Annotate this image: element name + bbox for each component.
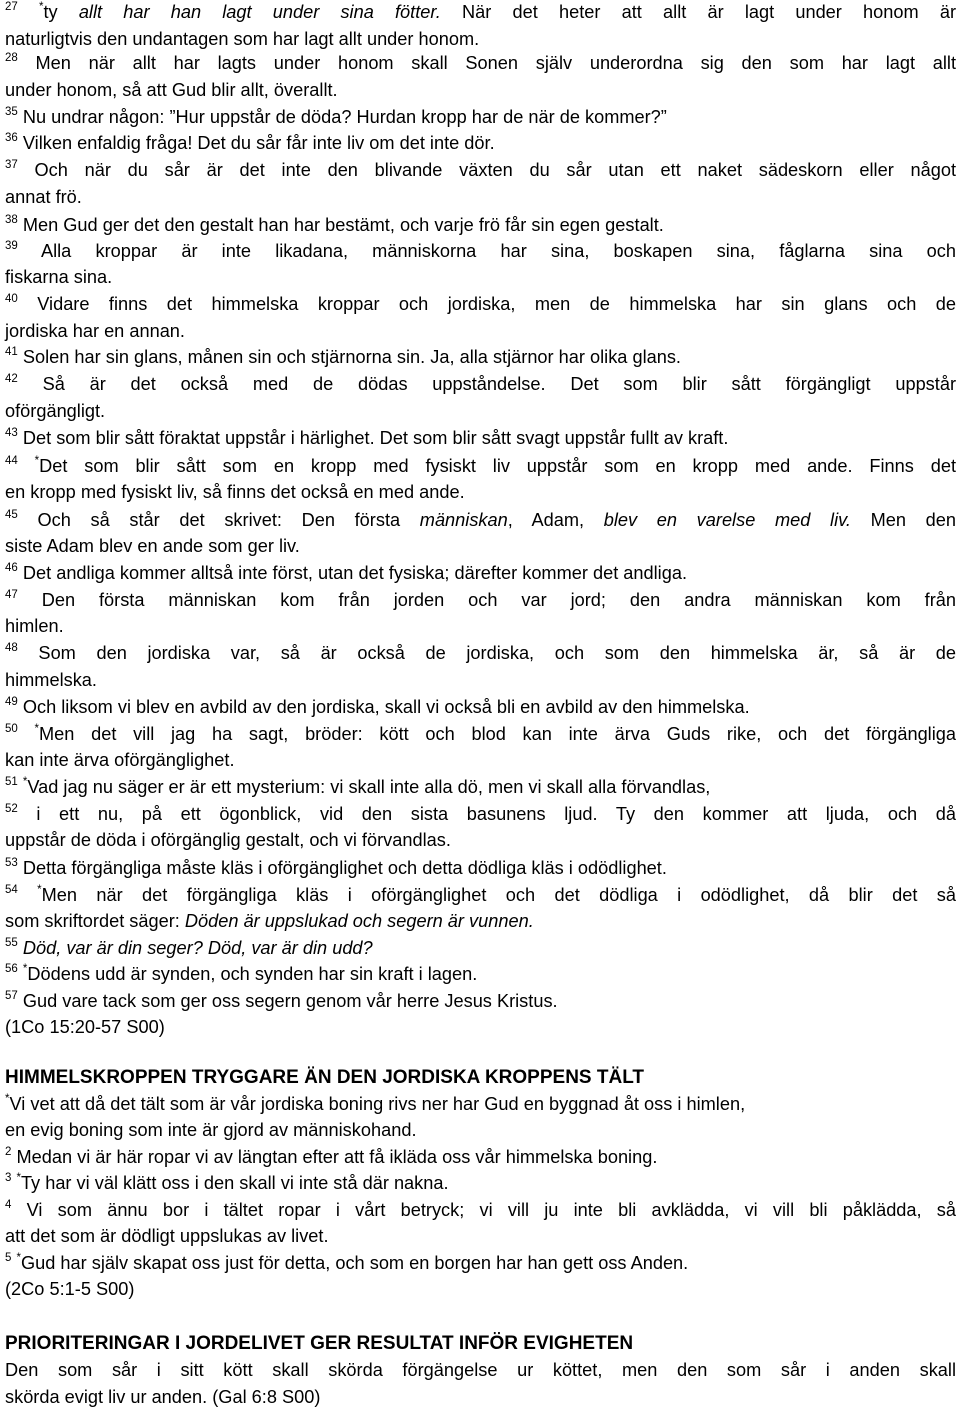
text-line: [5, 749, 956, 771]
text-run: siste Adam blev en ande som ger liv.: [5, 536, 300, 556]
text-line: [5, 186, 956, 208]
verse-number: 53: [5, 856, 18, 869]
text-line: [5, 52, 956, 74]
verse-number: 4: [5, 1198, 12, 1211]
verse-number: 50: [5, 722, 18, 735]
verse-number: 48: [5, 641, 18, 654]
text-line: [5, 884, 956, 906]
text-run: en kropp med fysiskt liv, så finns det också en med ande.: [5, 482, 465, 502]
text-run: Det som blir sått föraktat uppstår i härlighet. Det som blir sått svagt uppstår fullt av kraft.: [17, 428, 729, 448]
text-run: , Adam,: [507, 510, 604, 530]
verse-number: 55: [5, 936, 18, 949]
verse-number: 57: [5, 989, 18, 1002]
text-run: HIMMELSKROPPEN TRYGGARE ÄN DEN JORDISKA KROPPENS TÄLT: [5, 1067, 645, 1088]
text-line: [5, 1199, 956, 1221]
verse-number: *: [5, 1092, 10, 1105]
text-run: Och när du sår är det inte den blivande växten du sår utan ett naket sädeskorn eller något: [17, 160, 956, 180]
text-line: [5, 963, 956, 985]
text-run: Det andliga kommer alltså inte först, utan det fysiska; därefter kommer det andliga.: [17, 563, 688, 583]
italic-text: Döden är uppslukad och segern är vunnen.: [184, 911, 534, 931]
text-line: [5, 990, 956, 1012]
text-run: att det som är dödligt uppslukas av livet.: [5, 1226, 329, 1246]
text-line: [5, 240, 956, 262]
text-run: Så är det också med de dödas uppståndelse. Det som blir sått förgängligt uppstår: [17, 374, 956, 394]
verse-number: *: [22, 962, 28, 975]
text-line: [5, 1, 956, 23]
text-run: Detta förgängliga måste kläs i oförgänglighet och detta dödliga kläs i odödlighet.: [17, 858, 667, 878]
verse-number: *: [34, 454, 40, 467]
text-run: Men när det förgängliga kläs i oförgänglighet och det dödliga i odödlighet, då blir det så: [41, 885, 956, 905]
text-run: Vilken enfaldig fråga! Det du sår får inte liv om det inte dör.: [17, 133, 495, 153]
text-run: Dödens udd är synden, och synden har sin kraft i lagen.: [27, 964, 478, 984]
text-line: [5, 1386, 956, 1408]
text-line: [5, 910, 956, 932]
text-line: [5, 509, 956, 531]
text-line: [5, 1016, 956, 1038]
verse-number: 3: [5, 1171, 12, 1184]
text-run: (1Co 15:20-57 S00): [5, 1017, 165, 1037]
text-line: [5, 427, 956, 449]
text-line: [5, 455, 956, 477]
text-run: under honom, så att Gud blir allt, överallt.: [5, 80, 338, 100]
text-line: [5, 481, 956, 503]
verse-number: 47: [5, 588, 18, 601]
text-line: [5, 589, 956, 611]
text-run: Men det vill jag ha sagt, bröder: kött och blod kan inte ärva Guds rike, och det förgängliga: [39, 724, 956, 744]
text-run: skörda evigt liv ur anden. (Gal 6:8 S00): [5, 1387, 321, 1407]
text-run: ty: [43, 2, 79, 22]
text-run: Som den jordiska var, så är också de jordiska, och som den himmelska är, så är de: [17, 643, 956, 663]
verse-number: 44: [5, 454, 18, 467]
verse-number: *: [16, 1251, 21, 1264]
text-line: [5, 1146, 956, 1168]
text-run: i ett nu, på ett ögonblick, vid den sista basunens ljud. Ty den kommer att ljuda, och då: [17, 804, 956, 824]
text-line: [5, 1225, 956, 1247]
text-line: [5, 79, 956, 101]
text-run: Och så står det skrivet: Den första: [17, 510, 420, 530]
text-line: [5, 562, 956, 584]
text-line: [5, 776, 956, 798]
text-run: (2Co 5:1-5 S00): [5, 1279, 135, 1299]
text-line: [5, 535, 956, 557]
text-run: himlen.: [5, 616, 64, 636]
italic-text: blev en varelse med liv.: [603, 510, 851, 530]
text-line: [5, 346, 956, 368]
section-heading: [5, 1333, 956, 1355]
text-run: Medan vi är här ropar vi av längtan efter att få ikläda oss vår himmelska boning.: [11, 1147, 658, 1167]
text-run: Gud vare tack som ger oss segern genom vår herre Jesus Kristus.: [17, 991, 558, 1011]
verse-number: 28: [5, 51, 18, 64]
verse-number: 42: [5, 372, 18, 385]
italic-text: allt har han lagt under sina fötter.: [78, 2, 441, 22]
text-run: Vi som ännu bor i tältet ropar i vårt betryck; vi vill ju inte bli avklädda, vi vill bli påklädda, så: [11, 1200, 956, 1220]
text-run: Men Gud ger det den gestalt han har bestämt, och varje frö får sin egen gestalt.: [17, 215, 664, 235]
text-line: [5, 320, 956, 342]
verse-number: 45: [5, 508, 18, 521]
text-line: [5, 266, 956, 288]
text-run: Vad jag nu säger er är ett mysterium: vi skall inte alla dö, men vi skall alla förvandlas,: [27, 777, 711, 797]
text-run: kan inte ärva oförgänglighet.: [5, 750, 235, 770]
verse-number: 39: [5, 239, 18, 252]
text-line: [5, 1359, 956, 1381]
text-run: [18, 885, 37, 905]
text-line: [5, 696, 956, 718]
text-line: [5, 803, 956, 825]
text-run: Ty har vi väl klätt oss i den skall vi inte stå där nakna.: [20, 1173, 449, 1193]
text-line: [5, 373, 956, 395]
verse-number: 41: [5, 345, 18, 358]
text-run: Gud har själv skapat oss just för detta, och som en borgen har han gett oss Anden.: [20, 1253, 689, 1273]
text-run: fiskarna sina.: [5, 267, 113, 287]
text-run: Vidare finns det himmelska kroppar och jordiska, men de himmelska har sin glans och de: [17, 294, 956, 314]
verse-number: 49: [5, 695, 18, 708]
text-line: [5, 937, 956, 959]
verse-number: 2: [5, 1145, 12, 1158]
text-line: [5, 829, 956, 851]
verse-number: *: [38, 0, 44, 13]
verse-number: *: [34, 722, 39, 735]
verse-number: 5: [5, 1251, 12, 1264]
text-run: annat frö.: [5, 187, 82, 207]
verse-number: *: [22, 775, 28, 788]
text-line: [5, 1172, 956, 1194]
text-line: [5, 723, 956, 745]
verse-number: 40: [5, 292, 18, 305]
italic-text: människan: [419, 510, 508, 530]
text-run: Men den: [850, 510, 956, 530]
text-run: [18, 724, 35, 744]
text-run: en evig boning som inte är gjord av människohand.: [5, 1120, 417, 1140]
text-run: som skriftordet säger:: [5, 911, 185, 931]
text-run: Men när allt har lagts under honom skall Sonen själv underordna sig den som har lagt allt: [17, 53, 956, 73]
text-line: [5, 642, 956, 664]
section-heading: [5, 1067, 956, 1089]
text-line: [5, 214, 956, 236]
text-run: [18, 2, 39, 22]
text-run: oförgängligt.: [5, 401, 106, 421]
text-run: himmelska.: [5, 670, 97, 690]
text-run: Solen har sin glans, månen sin och stjärnorna sin. Ja, alla stjärnor har olika glans.: [17, 347, 681, 367]
text-line: [5, 857, 956, 879]
text-line: [5, 669, 956, 691]
verse-number: 43: [5, 426, 18, 439]
text-line: [5, 1278, 956, 1300]
text-line: [5, 132, 956, 154]
text-line: [5, 1252, 956, 1274]
verse-number: 27: [5, 0, 18, 13]
text-run: [18, 456, 35, 476]
text-run: Nu undrar någon: ”Hur uppstår de döda? Hurdan kropp har de när de kommer?”: [17, 107, 667, 127]
verse-number: 56: [5, 962, 18, 975]
text-run: Vi vet att då det tält som är vår jordiska boning rivs ner har Gud en byggnad åt oss i himlen,: [9, 1094, 746, 1114]
verse-number: 36: [5, 131, 18, 144]
text-run: jordiska har en annan.: [5, 321, 185, 341]
text-line: [5, 1093, 956, 1115]
text-run: PRIORITERINGAR I JORDELIVET GER RESULTAT INFÖR EVIGHETEN: [5, 1333, 634, 1354]
verse-number: 35: [5, 105, 18, 118]
verse-number: *: [16, 1171, 21, 1184]
text-run: naturligtvis den undantagen som har lagt allt under honom.: [5, 29, 480, 49]
text-line: [5, 28, 956, 50]
verse-number: 51: [5, 775, 18, 788]
text-run: Det som blir sått som en kropp med fysiskt liv uppstår som en kropp med ande. Finns det: [39, 456, 956, 476]
text-run: När det heter att allt är lagt under honom är: [440, 2, 957, 22]
text-run: Den första människan kom från jorden och var jord; den andra människan kom från: [17, 590, 956, 610]
verse-number: 37: [5, 158, 18, 171]
italic-text: Död, var är din seger? Död, var är din udd?: [22, 938, 373, 958]
text-line: [5, 615, 956, 637]
text-line: [5, 106, 956, 128]
text-line: [5, 293, 956, 315]
verse-number: 52: [5, 802, 18, 815]
text-run: uppstår de döda i oförgänglig gestalt, och vi förvandlas.: [5, 830, 451, 850]
verse-number: 54: [5, 883, 18, 896]
text-line: [5, 400, 956, 422]
verse-number: 38: [5, 213, 18, 226]
text-run: Den som sår i sitt kött skall skörda förgängelse ur köttet, men den som sår i anden skall: [5, 1360, 956, 1380]
text-line: [5, 1119, 956, 1141]
text-line: [5, 159, 956, 181]
verse-number: *: [37, 883, 42, 896]
verse-number: 46: [5, 561, 18, 574]
text-run: Och liksom vi blev en avbild av den jordiska, skall vi också bli en avbild av den himmelska.: [17, 697, 750, 717]
text-run: Alla kroppar är inte likadana, människorna har sina, boskapen sina, fåglarna sina och: [17, 241, 956, 261]
